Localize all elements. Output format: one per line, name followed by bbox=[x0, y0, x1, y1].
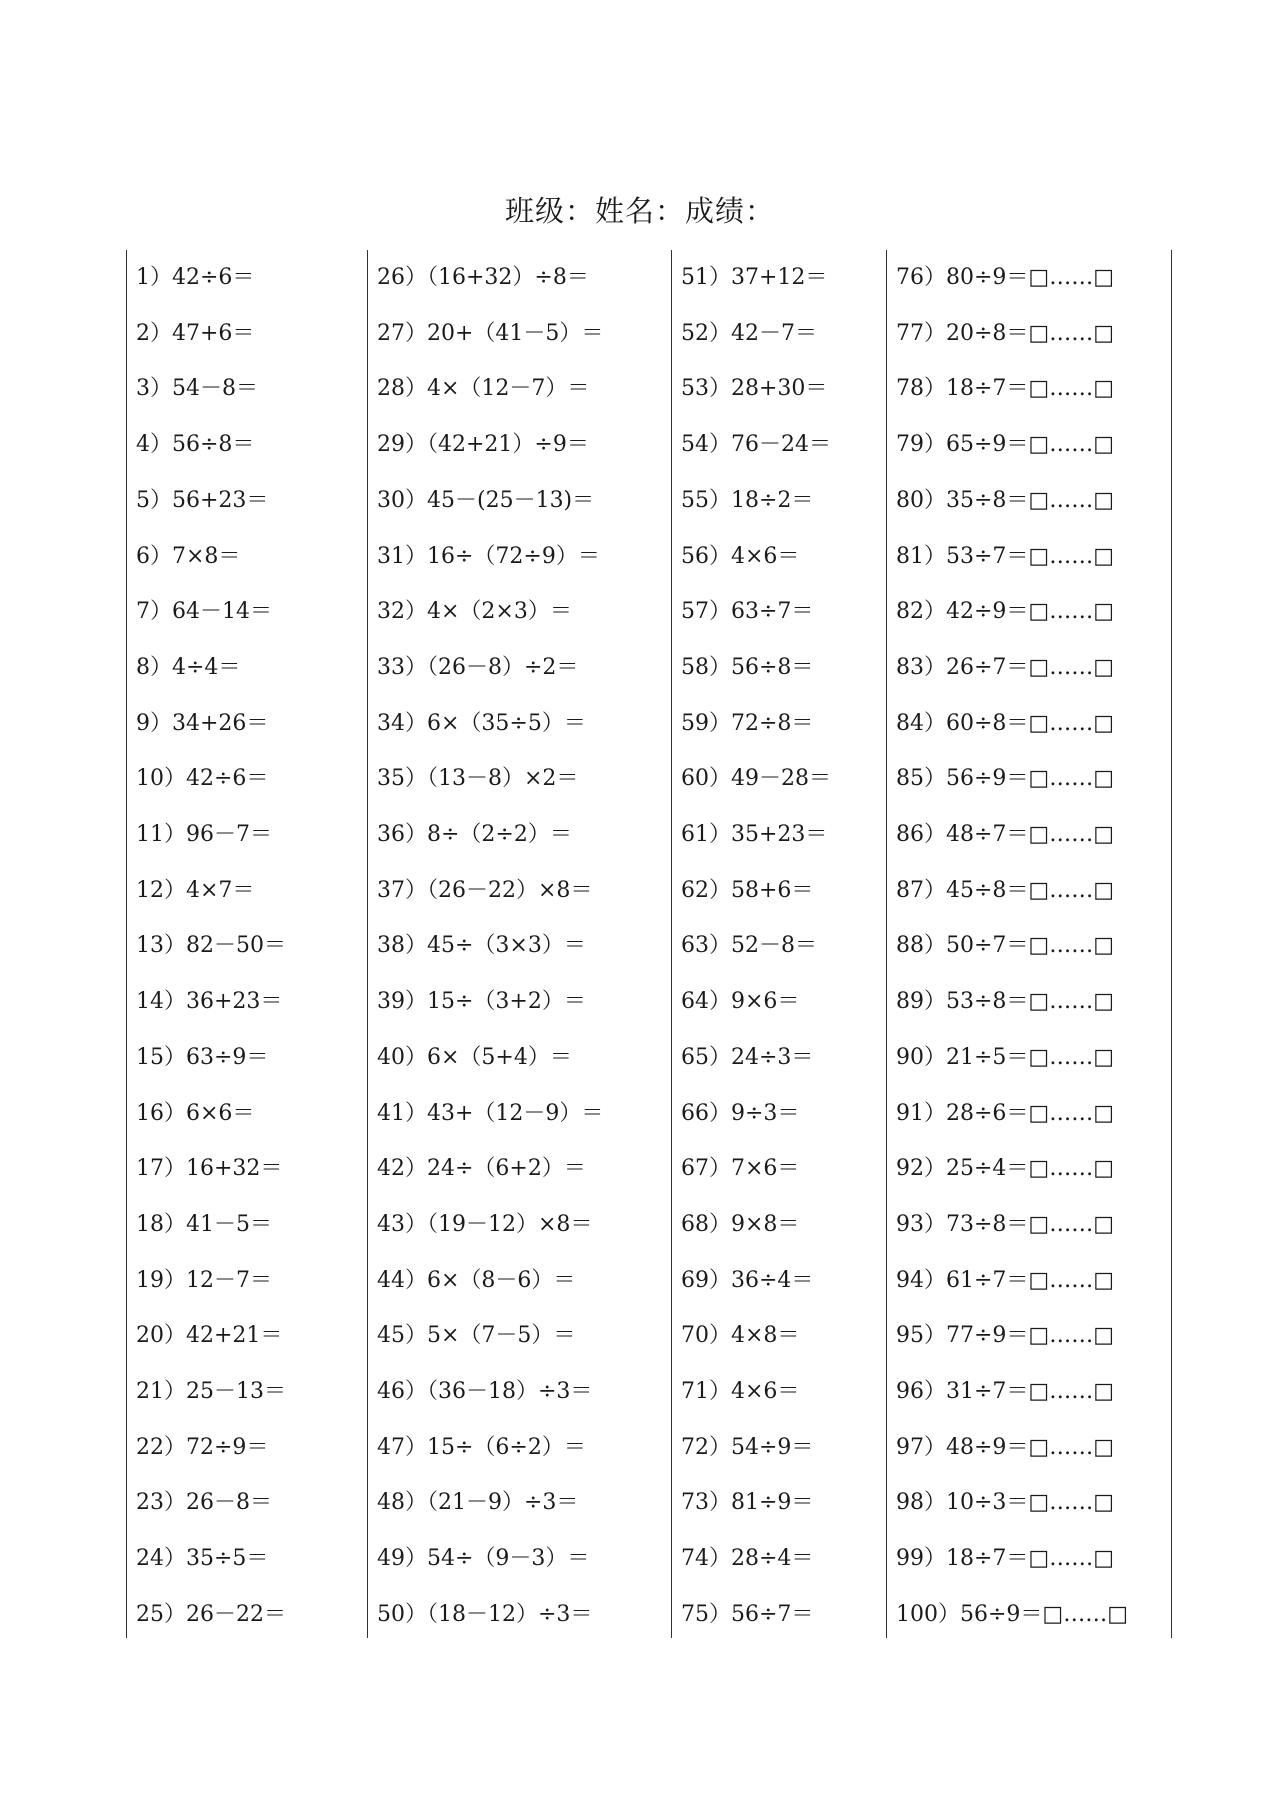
problem-item: 36）8÷（2÷2）＝ bbox=[377, 822, 572, 847]
problem-item: 45）5×（7－5）＝ bbox=[377, 1323, 576, 1349]
problem-item: 63）52－8＝ bbox=[681, 933, 817, 959]
problem-item: 52）42－7＝ bbox=[681, 320, 817, 346]
page-title: 班级：姓名：成绩： bbox=[504, 194, 775, 228]
problem-item: 9）34+26＝ bbox=[136, 710, 269, 736]
problem-item: 40）6×（5+4）＝ bbox=[377, 1044, 572, 1070]
problem-item: 60）49－28＝ bbox=[681, 766, 831, 792]
problem-item: 21）25－13＝ bbox=[136, 1379, 286, 1404]
problem-item: 99）18÷7＝□……□ bbox=[896, 1546, 1114, 1572]
problem-item: 67）7×6＝ bbox=[681, 1156, 800, 1182]
problem-item: 81）53÷7＝□……□ bbox=[896, 543, 1114, 569]
problem-item: 71）4×6＝ bbox=[681, 1379, 800, 1404]
problem-item: 35）（13－8）×2＝ bbox=[377, 766, 579, 792]
worksheet-table bbox=[126, 250, 1172, 1638]
problem-item: 55）18÷2＝ bbox=[681, 487, 814, 513]
column-divider bbox=[1171, 250, 1172, 1638]
problem-item: 10）42÷6＝ bbox=[136, 766, 269, 792]
column-divider bbox=[886, 250, 887, 1638]
problem-item: 26）（16+32）÷8＝ bbox=[377, 265, 589, 290]
problem-item: 12）4×7＝ bbox=[136, 877, 255, 903]
problem-item: 79）65÷9＝□……□ bbox=[896, 432, 1114, 458]
problem-item: 37）（26－22）×8＝ bbox=[377, 877, 593, 903]
problem-item: 88）50÷7＝□……□ bbox=[896, 933, 1114, 959]
problem-item: 54）76－24＝ bbox=[681, 432, 831, 458]
problem-item: 18）41－5＝ bbox=[136, 1211, 272, 1237]
problem-item: 24）35÷5＝ bbox=[136, 1546, 269, 1572]
problem-item: 33）（26－8）÷2＝ bbox=[377, 654, 579, 680]
column-divider bbox=[367, 250, 368, 1638]
problem-item: 72）54÷9＝ bbox=[681, 1434, 814, 1460]
problem-item: 74）28÷4＝ bbox=[681, 1546, 814, 1572]
problem-item: 76）80÷9＝□……□ bbox=[896, 265, 1114, 290]
problem-item: 34）6×（35÷5）＝ bbox=[377, 710, 586, 736]
problem-item: 13）82－50＝ bbox=[136, 933, 286, 959]
problem-item: 78）18÷7＝□……□ bbox=[896, 376, 1114, 402]
problem-item: 23）26－8＝ bbox=[136, 1490, 272, 1516]
problem-item: 29）（42+21）÷9＝ bbox=[377, 432, 589, 458]
problem-item: 3）54－8＝ bbox=[136, 376, 258, 402]
problem-item: 90）21÷5＝□……□ bbox=[896, 1044, 1114, 1070]
problem-item: 15）63÷9＝ bbox=[136, 1044, 269, 1070]
problem-item: 98）10÷3＝□……□ bbox=[896, 1490, 1114, 1516]
problem-item: 49）54÷（9－3）＝ bbox=[377, 1546, 590, 1572]
problem-item: 70）4×8＝ bbox=[681, 1323, 800, 1349]
problem-item: 38）45÷（3×3）＝ bbox=[377, 933, 586, 959]
problem-item: 53）28+30＝ bbox=[681, 376, 828, 402]
column-divider bbox=[126, 250, 127, 1638]
problem-item: 97）48÷9＝□……□ bbox=[896, 1434, 1114, 1460]
problem-item: 11）96－7＝ bbox=[136, 822, 272, 847]
problem-item: 8）4÷4＝ bbox=[136, 654, 241, 680]
problem-item: 56）4×6＝ bbox=[681, 543, 800, 569]
problem-item: 83）26÷7＝□……□ bbox=[896, 654, 1114, 680]
problem-item: 46）（36－18）÷3＝ bbox=[377, 1379, 593, 1404]
problem-item: 61）35+23＝ bbox=[681, 822, 828, 847]
problem-item: 25）26－22＝ bbox=[136, 1601, 286, 1627]
problem-item: 32）4×（2×3）＝ bbox=[377, 599, 572, 625]
problem-item: 69）36÷4＝ bbox=[681, 1267, 814, 1293]
problem-item: 4）56÷8＝ bbox=[136, 432, 255, 458]
problem-item: 96）31÷7＝□……□ bbox=[896, 1379, 1114, 1404]
problem-item: 27）20+（41－5）＝ bbox=[377, 320, 604, 346]
problem-item: 62）58+6＝ bbox=[681, 877, 814, 903]
problem-item: 80）35÷8＝□……□ bbox=[896, 487, 1114, 513]
problem-item: 2）47+6＝ bbox=[136, 320, 255, 346]
problem-item: 65）24÷3＝ bbox=[681, 1044, 814, 1070]
problem-item: 51）37+12＝ bbox=[681, 265, 828, 290]
problem-item: 31）16÷（72÷9）＝ bbox=[377, 543, 600, 569]
problem-item: 95）77÷9＝□……□ bbox=[896, 1323, 1114, 1349]
problem-item: 66）9÷3＝ bbox=[681, 1100, 800, 1126]
problem-item: 17）16+32＝ bbox=[136, 1156, 283, 1182]
problem-item: 6）7×8＝ bbox=[136, 543, 241, 569]
problem-item: 20）42+21＝ bbox=[136, 1323, 283, 1349]
problem-item: 75）56÷7＝ bbox=[681, 1601, 814, 1627]
problem-item: 22）72÷9＝ bbox=[136, 1434, 269, 1460]
problem-item: 91）28÷6＝□……□ bbox=[896, 1100, 1114, 1126]
problem-item: 41）43+（12－9）＝ bbox=[377, 1100, 604, 1126]
problem-item: 1）42÷6＝ bbox=[136, 265, 255, 290]
problem-item: 84）60÷8＝□……□ bbox=[896, 710, 1114, 736]
column-divider bbox=[671, 250, 672, 1638]
problem-item: 68）9×8＝ bbox=[681, 1211, 800, 1237]
problem-item: 87）45÷8＝□……□ bbox=[896, 877, 1114, 903]
problem-item: 50）（18－12）÷3＝ bbox=[377, 1601, 593, 1627]
problem-item: 14）36+23＝ bbox=[136, 989, 283, 1015]
problem-item: 59）72÷8＝ bbox=[681, 710, 814, 736]
problem-item: 92）25÷4＝□……□ bbox=[896, 1156, 1114, 1182]
problem-item: 86）48÷7＝□……□ bbox=[896, 822, 1114, 847]
problem-item: 16）6×6＝ bbox=[136, 1100, 255, 1126]
problem-item: 5）56+23＝ bbox=[136, 487, 269, 513]
problem-item: 39）15÷（3+2）＝ bbox=[377, 989, 586, 1015]
problem-item: 58）56÷8＝ bbox=[681, 654, 814, 680]
problem-item: 7）64－14＝ bbox=[136, 599, 272, 625]
problem-item: 48）（21－9）÷3＝ bbox=[377, 1490, 579, 1516]
problem-item: 30）45－(25－13)＝ bbox=[377, 487, 595, 513]
problem-item: 57）63÷7＝ bbox=[681, 599, 814, 625]
problem-item: 47）15÷（6÷2）＝ bbox=[377, 1434, 586, 1460]
problem-item: 85）56÷9＝□……□ bbox=[896, 766, 1114, 792]
problem-item: 89）53÷8＝□……□ bbox=[896, 989, 1114, 1015]
problem-item: 43）（19－12）×8＝ bbox=[377, 1211, 593, 1237]
problem-item: 100）56÷9＝□……□ bbox=[896, 1601, 1128, 1627]
problem-item: 73）81÷9＝ bbox=[681, 1490, 814, 1516]
problem-item: 28）4×（12－7）＝ bbox=[377, 376, 590, 402]
problem-item: 77）20÷8＝□……□ bbox=[896, 320, 1114, 346]
problem-item: 82）42÷9＝□……□ bbox=[896, 599, 1114, 625]
problem-item: 44）6×（8－6）＝ bbox=[377, 1267, 576, 1293]
problem-item: 94）61÷7＝□……□ bbox=[896, 1267, 1114, 1293]
problem-item: 19）12－7＝ bbox=[136, 1267, 272, 1293]
problem-item: 93）73÷8＝□……□ bbox=[896, 1211, 1114, 1237]
problem-item: 64）9×6＝ bbox=[681, 989, 800, 1015]
problem-item: 42）24÷（6+2）＝ bbox=[377, 1156, 586, 1182]
